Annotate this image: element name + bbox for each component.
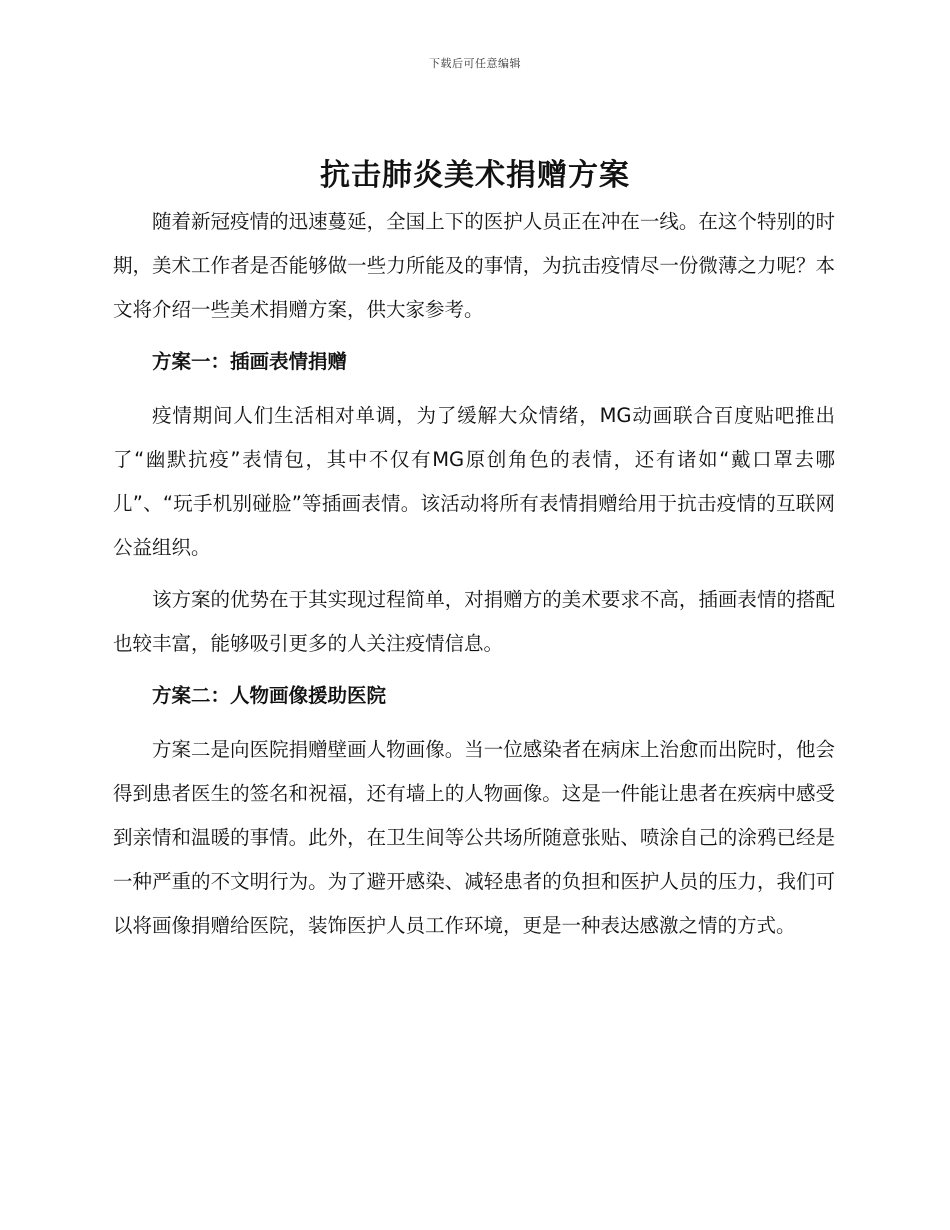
section-paragraph: 方案二是向医院捐赠壁画人物画像。当一位感染者在病床上治愈而出院时，他会得到患者医生的签名和祝福，还有墙上的人物画像。这是一件能让患者在疾病中感受到亲情和温暖的事情。此外，在卫生间等公共场所随意张贴、喷涂自己的涂鸦已经是一种严重的不文明行为。为了避开感染、减轻患者的负担和医护人员的压力，我们可以将画像捐赠给医院，装饰医护人员工作环境，更是一种表达感激之情的方式。 [113, 738, 835, 937]
section-plan-one [113, 340, 835, 666]
document-title: 抗击肺炎美术捐赠方案 [320, 158, 630, 193]
intro-paragraph: 随着新冠疫情的迅速蔓延，全国上下的医护人员正在冲在一线。在这个特别的时期，美术工作者是否能够做一些力所能及的事情，为抗击疫情尽一份微薄之力呢？本文将介绍一些美术捐赠方案，供大家参考。 [113, 210, 835, 321]
section-heading: 方案二：人物画像援助医院 [152, 684, 387, 707]
page-header-note: 下载后可任意编辑 [429, 57, 521, 70]
section-plan-two [113, 674, 835, 948]
section-heading: 方案一：插画表情捐赠 [152, 350, 348, 373]
section-paragraph: 该方案的优势在于其实现过程简单，对捐赠方的美术要求不高，插画表情的搭配也较丰富，能够吸引更多的人关注疫情信息。 [113, 588, 835, 655]
section-paragraph: 疫情期间人们生活相对单调，为了缓解大众情绪，MG动画联合百度贴吧推出了“幽默抗疫”表情包，其中不仅有MG原创角色的表情，还有诸如“戴口罩去哪儿”、“玩手机别碰脸”等插画表情。该活动将所有表情捐赠给用于抗击疫情的互联网公益组织。 [113, 404, 835, 559]
document-body [113, 200, 835, 956]
